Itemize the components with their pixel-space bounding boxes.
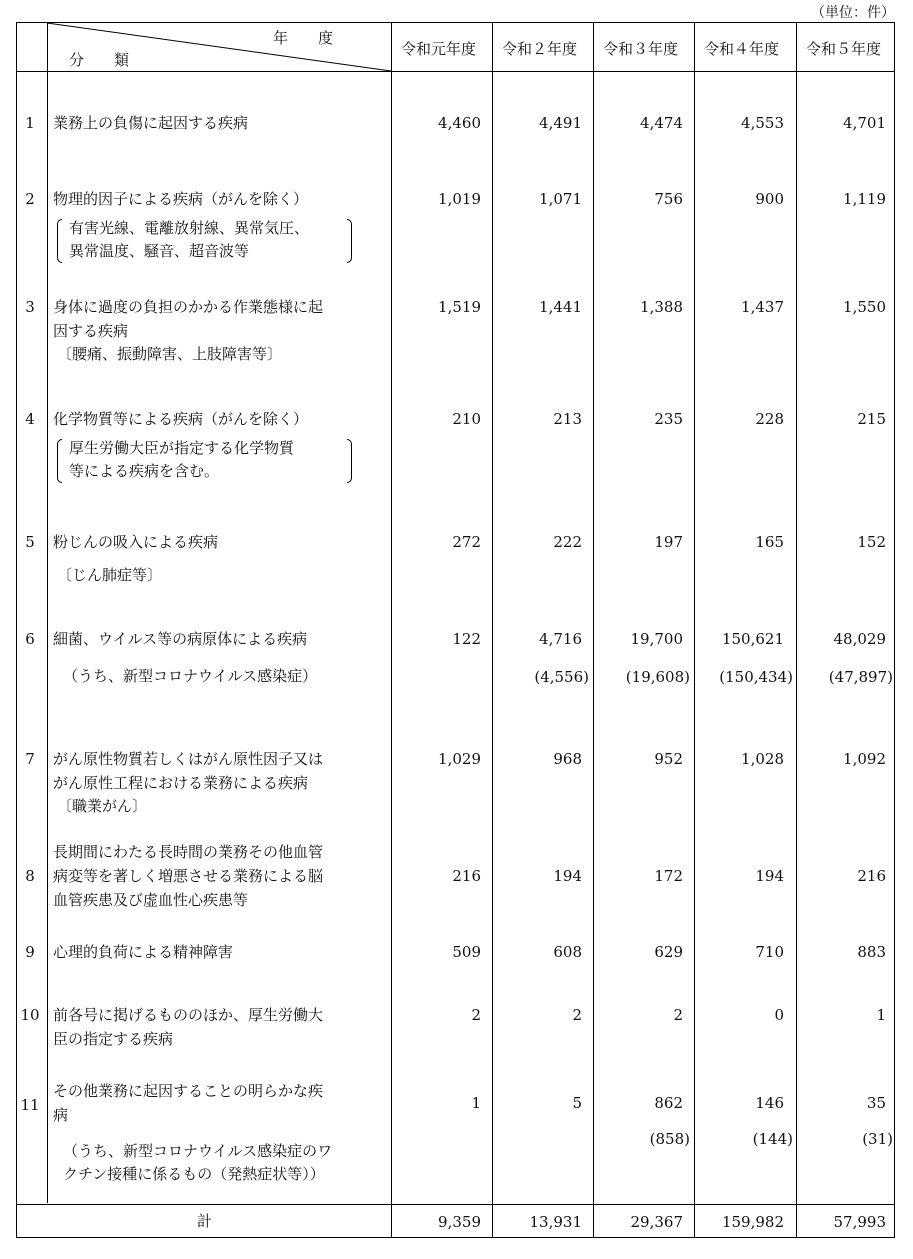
total-value-cell: 9,359	[438, 1213, 481, 1231]
value-cell: 1,119	[843, 190, 886, 208]
value-cell: 4,474	[640, 114, 683, 132]
col-divider-number	[47, 23, 48, 1203]
row-number: 11	[20, 1096, 40, 1114]
value-cell: 4,716	[539, 630, 582, 648]
value-cell: 1,092	[843, 750, 886, 768]
header-year-1: 令和元年度	[401, 40, 477, 58]
row-category: 長期間にわたる長時間の業務その他血管 病変等を著しく増悪させる業務による脳 血管疾患及び虚血性心疾患等	[53, 843, 324, 909]
value-cell: 35	[866, 1094, 886, 1112]
value-cell: 1	[471, 1094, 481, 1112]
value-cell: 152	[857, 533, 886, 551]
value-cell: 222	[553, 533, 582, 551]
row-subnote: 〔腰痛、振動障害、上肢障害等〕	[57, 345, 283, 363]
value-cell: 228	[755, 410, 784, 428]
header-year-4: 令和４年度	[704, 40, 780, 58]
value-cell: 194	[553, 867, 582, 885]
value-cell: 1,071	[539, 190, 582, 208]
row-number: 7	[25, 750, 35, 768]
header-year-3: 令和３年度	[603, 40, 679, 58]
value-cell: 629	[654, 943, 683, 961]
row-category: 心理的負荷による精神障害	[53, 943, 234, 961]
value-cell: 194	[755, 867, 784, 885]
value-cell: 1,441	[539, 298, 582, 316]
value-cell: 197	[654, 533, 683, 551]
value-cell: 122	[452, 630, 481, 648]
total-top-border	[17, 1204, 894, 1205]
row-category: その他業務に起因することの明らかな疾 病	[53, 1082, 324, 1124]
value-cell: 1,029	[438, 750, 481, 768]
sub-value-cell: (858)	[649, 1130, 690, 1148]
value-cell: 146	[755, 1094, 784, 1112]
col-divider-1	[492, 23, 493, 1237]
row-category: 前各号に掲げるもののほか、厚生労働大 臣の指定する疾病	[53, 1006, 324, 1048]
sub-value-cell: (150,434)	[719, 668, 793, 686]
sub-value-cell: (19,608)	[625, 668, 690, 686]
value-cell: 19,700	[630, 630, 683, 648]
total-value-cell: 57,993	[833, 1213, 886, 1231]
value-cell: 272	[452, 533, 481, 551]
value-cell: 2	[673, 1006, 683, 1024]
row-number: 5	[25, 533, 35, 551]
row-subnote: 〔職業がん〕	[57, 797, 148, 815]
header-year-label: 年 度	[273, 29, 334, 47]
row-category: 身体に過度の負担のかかる作業態様に起 因する疾病	[53, 298, 324, 340]
value-cell: 4,491	[539, 114, 582, 132]
value-cell: 172	[654, 867, 683, 885]
row-subnote: 厚生労働大臣が指定する化学物質 等による疾病を含む。	[69, 439, 295, 480]
value-cell: 213	[553, 410, 582, 428]
left-bracket	[57, 219, 62, 263]
row-number: 8	[25, 867, 35, 885]
value-cell: 1,019	[438, 190, 481, 208]
value-cell: 883	[857, 943, 886, 961]
row-number: 9	[25, 943, 35, 961]
value-cell: 900	[755, 190, 784, 208]
value-cell: 509	[452, 943, 481, 961]
unit-label: （単位：件）	[811, 5, 895, 21]
header-year-5: 令和５年度	[806, 40, 882, 58]
row-category: 化学物質等による疾病（がんを除く）	[53, 410, 309, 428]
value-cell: 608	[553, 943, 582, 961]
sub-value-cell: (31)	[862, 1130, 893, 1148]
value-cell: 0	[774, 1006, 784, 1024]
value-cell: 165	[755, 533, 784, 551]
header-category-label: 分 類	[69, 51, 130, 69]
row-subnote: 〔じん肺症等〕	[57, 566, 163, 584]
value-cell: 216	[857, 867, 886, 885]
value-cell: 5	[572, 1094, 582, 1112]
value-cell: 862	[654, 1094, 683, 1112]
value-cell: 1,437	[741, 298, 784, 316]
value-cell: 4,553	[741, 114, 784, 132]
value-cell: 1	[876, 1006, 886, 1024]
row-category: がん原性物質若しくはがん原性因子又は がん原性工程における業務による疾病	[53, 750, 324, 792]
value-cell: 215	[857, 410, 886, 428]
value-cell: 210	[452, 410, 481, 428]
col-divider-2	[593, 23, 594, 1237]
total-value-cell: 159,982	[721, 1213, 784, 1231]
row-number: 2	[25, 190, 35, 208]
total-value-cell: 13,931	[529, 1213, 582, 1231]
total-value-cell: 29,367	[630, 1213, 683, 1231]
value-cell: 1,028	[741, 750, 784, 768]
sub-value-cell: (47,897)	[828, 668, 893, 686]
sub-value-cell: (4,556)	[534, 668, 589, 686]
value-cell: 1,388	[640, 298, 683, 316]
sub-value-cell: (144)	[752, 1130, 793, 1148]
value-cell: 756	[654, 190, 683, 208]
row-number: 4	[25, 410, 35, 428]
col-divider-4	[796, 23, 797, 1237]
row-category: 業務上の負傷に起因する疾病	[53, 114, 249, 132]
right-bracket	[347, 219, 352, 263]
value-cell: 952	[654, 750, 683, 768]
value-cell: 48,029	[833, 630, 886, 648]
value-cell: 710	[755, 943, 784, 961]
value-cell: 1,550	[843, 298, 886, 316]
value-cell: 4,460	[438, 114, 481, 132]
value-cell: 2	[572, 1006, 582, 1024]
row-category: 細菌、ウイルス等の病原体による疾病	[53, 630, 308, 648]
value-cell: 2	[471, 1006, 481, 1024]
row-subnote: （うち、新型コロナウイルス感染症）	[63, 667, 318, 685]
row-category: 物理的因子による疾病（がんを除く）	[53, 190, 309, 208]
row-number: 10	[20, 1006, 40, 1024]
value-cell: 1,519	[438, 298, 481, 316]
row-category: 粉じんの吸入による疾病	[53, 533, 219, 551]
row-number: 1	[25, 114, 35, 132]
header-bottom-border	[17, 71, 894, 72]
value-cell: 216	[452, 867, 481, 885]
occupational-disease-table	[16, 22, 895, 1238]
row-subnote: 有害光線、電離放射線、異常気圧、 異常温度、騒音、超音波等	[69, 219, 310, 260]
value-cell: 150,621	[721, 630, 784, 648]
right-bracket	[347, 439, 352, 483]
header-year-2: 令和２年度	[502, 40, 578, 58]
row-subnote: （うち、新型コロナウイルス感染症のワ クチン接種に係るもの（発熱症状等））	[63, 1142, 333, 1183]
value-cell: 235	[654, 410, 683, 428]
left-bracket	[57, 439, 62, 483]
value-cell: 968	[553, 750, 582, 768]
row-number: 3	[25, 298, 35, 316]
row-number: 6	[25, 630, 35, 648]
total-label: 計	[197, 1212, 213, 1230]
value-cell: 4,701	[843, 114, 886, 132]
col-divider-3	[694, 23, 695, 1237]
